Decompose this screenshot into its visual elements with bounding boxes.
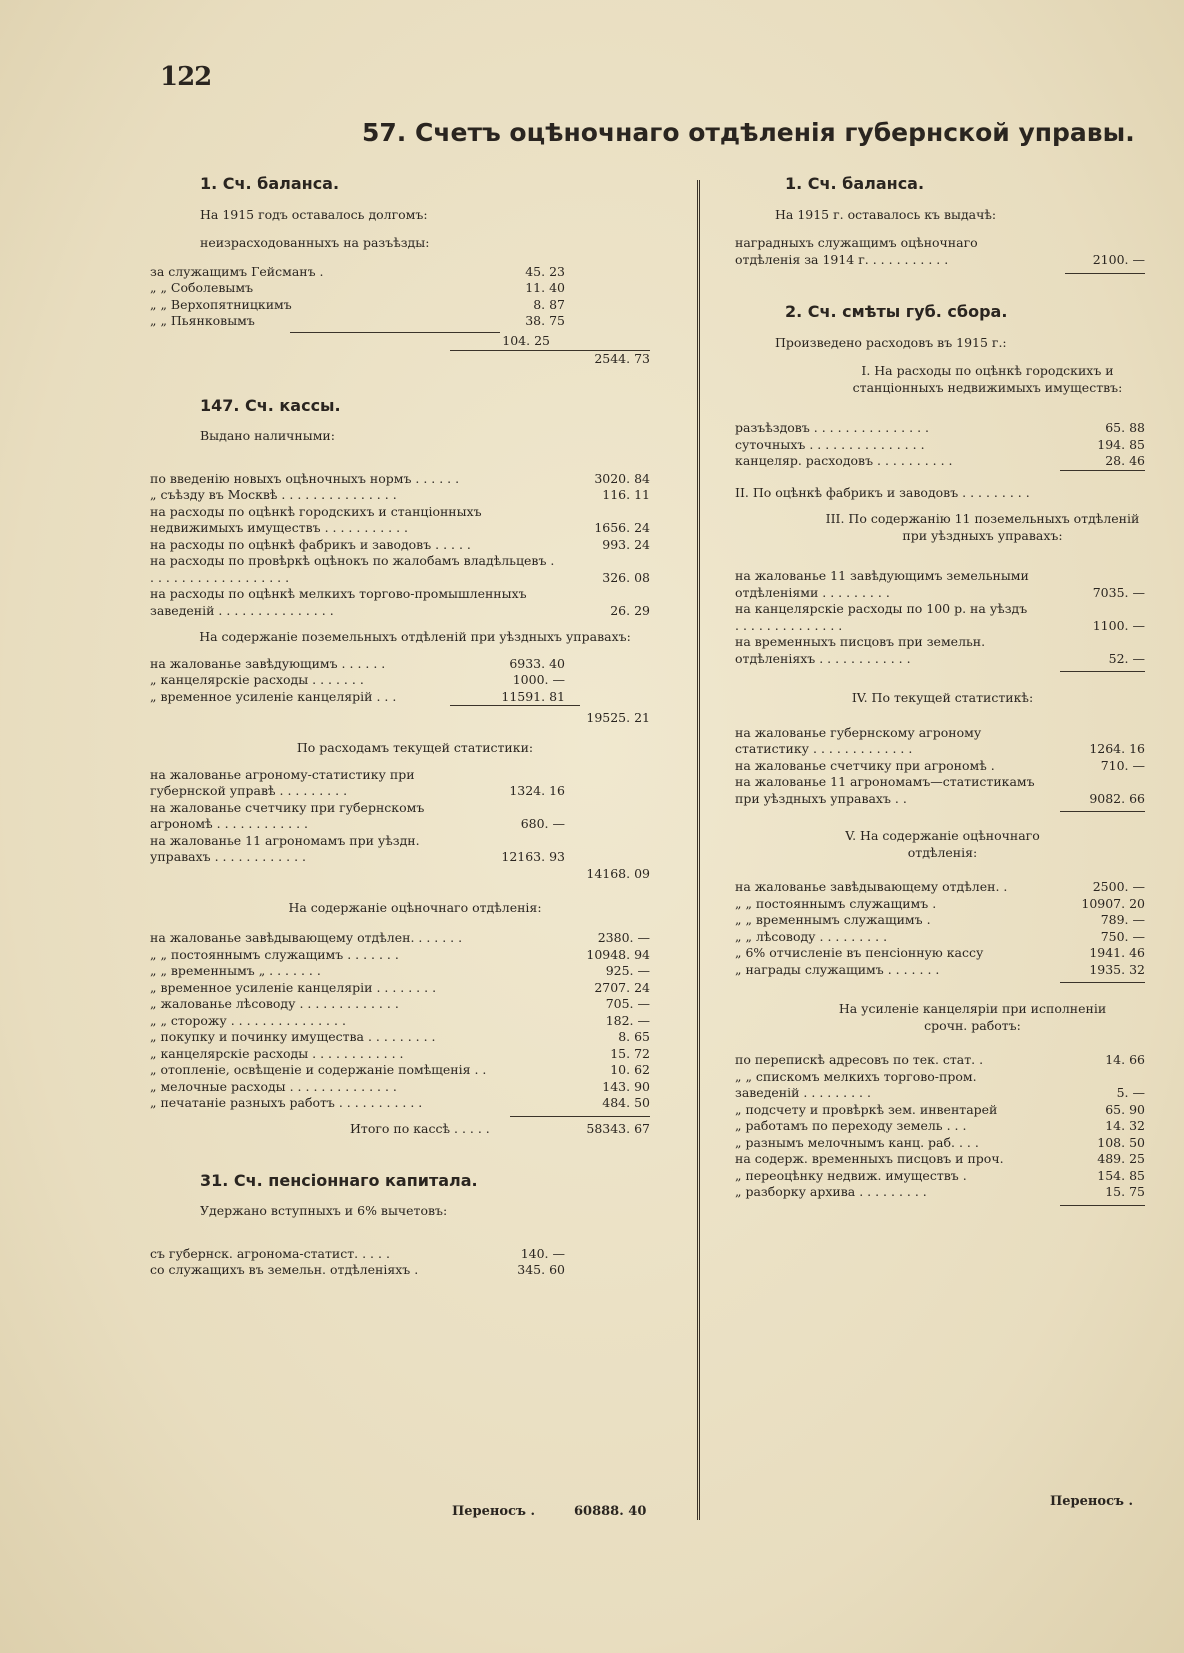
table-row	[150, 979, 650, 997]
row-label: „ канцелярскіе расходы . . . . . . .	[150, 672, 364, 687]
expense-rows-5	[735, 879, 1150, 978]
row-label: „ „ Соболевымъ	[150, 280, 254, 295]
row-label: за служащимъ Гейсманъ .	[150, 263, 324, 279]
row-amount: 182. —	[605, 1012, 650, 1028]
total-row	[150, 351, 680, 368]
expense-rows-3	[735, 568, 1150, 667]
section-heading: 31. Сч. пенсіоннаго капитала.	[200, 1170, 478, 1190]
table-row	[735, 774, 1145, 807]
row-label: „ „ временнымъ „ . . . . . . .	[150, 963, 321, 978]
group-label: По расходамъ текущей статистики:	[296, 740, 534, 755]
row-amount: 7035. —	[1092, 584, 1145, 600]
cash-rows-3	[150, 767, 680, 866]
table-row	[150, 470, 650, 488]
row-amount: 8. 87	[533, 296, 565, 312]
row-label: „ отопленіе, освѣщеніе и содержаніе помѣщенія . .	[150, 1062, 487, 1077]
section-subheading: На 1915 г. оставалось къ выдачѣ:	[775, 206, 997, 222]
row-label: на расходы по оцѣнкѣ городскихъ и станціонныхъ недвижимыхъ имуществъ . . . . . . . . . . .	[150, 503, 482, 535]
group-label: IV. По текущей статистикѣ:	[851, 690, 1034, 705]
row-label: на жалованье завѣдывающему отдѣлен. .	[735, 879, 1008, 894]
row-amount: 9082. 66	[1089, 790, 1145, 806]
column-divider	[697, 180, 700, 1520]
row-amount: 750. —	[1100, 928, 1145, 944]
row-label: „ „ сторожу . . . . . . . . . . . . . . .	[150, 1012, 346, 1028]
cash-rows-4	[150, 930, 680, 1112]
expense-rows-1	[735, 420, 1150, 470]
row-amount: 1935. 32	[1089, 961, 1145, 977]
group-label-row	[735, 485, 1150, 502]
table-row	[150, 296, 565, 314]
table-row	[150, 1245, 565, 1263]
divider	[1060, 811, 1145, 812]
table-row	[735, 1151, 1145, 1168]
table-row	[150, 766, 565, 800]
row-label: „ мелочные расходы . . . . . . . . . . . . . .	[150, 1078, 397, 1094]
table-row	[735, 961, 1145, 979]
row-amount: 789. —	[1100, 912, 1145, 927]
table-row	[735, 895, 1145, 913]
subtotal-row	[150, 333, 680, 350]
table-row	[735, 912, 1145, 929]
section-heading: 1. Сч. баланса.	[200, 174, 340, 193]
table-row	[150, 1262, 565, 1279]
total-amount: 14168. 09	[586, 865, 650, 881]
row-label: по введенію новыхъ оцѣночныхъ нормъ . . . . . .	[150, 470, 460, 486]
row-amount: 10948. 94	[586, 946, 650, 962]
row-label: „ 6% отчисленіе въ пенсіонную кассу	[735, 945, 984, 960]
table-row	[735, 1068, 1145, 1102]
row-label: на жалованье завѣдывающему отдѣлен. . . . . . .	[150, 930, 463, 945]
row-amount: 1264. 16	[1089, 741, 1145, 756]
subtotal-amount: 104. 25	[502, 332, 550, 348]
row-label: „ „ Пьянковымъ	[150, 313, 255, 328]
divider	[1060, 470, 1145, 471]
table-row	[735, 1118, 1145, 1135]
row-label: на жалованье счетчику при агрономѣ .	[735, 757, 995, 773]
balance-rows	[150, 264, 680, 330]
row-label: „ „ спискомъ мелкихъ торгово-пром. заведеній . . . . . . . . .	[735, 1068, 977, 1100]
row-label: „ печатаніе разныхъ работъ . . . . . . . . . . .	[150, 1095, 423, 1110]
table-row	[150, 946, 650, 964]
table-row	[150, 586, 650, 619]
group-label: II. По оцѣнкѣ фабрикъ и заводовъ . . . . . . . . .	[735, 484, 1030, 500]
right-column	[735, 170, 1150, 1206]
row-amount: 8. 65	[618, 1029, 650, 1044]
row-amount: 326. 08	[602, 569, 650, 585]
footer-label: Переносъ .	[1050, 1494, 1134, 1509]
row-label: наградныхъ служащимъ оцѣночнаго отдѣленія за 1914 г. . . . . . . . . . .	[735, 235, 978, 267]
footer-amount: 60888. 40	[574, 1504, 647, 1519]
group-label: III. По содержанію 11 поземельныхъ отдѣленій при уѣздныхъ управахъ:	[825, 511, 1140, 543]
table-row	[735, 436, 1145, 454]
group-label: На содержаніе поземельныхъ отдѣленій при уѣздныхъ управахъ:	[199, 629, 631, 644]
table-row	[150, 930, 650, 947]
row-label: „ подсчету и провѣркѣ зем. инвентарей	[735, 1101, 998, 1117]
section-subheading: Произведено расходовъ въ 1915 г.:	[775, 334, 1007, 350]
divider	[1060, 671, 1145, 672]
row-label: канцеляр. расходовъ . . . . . . . . . .	[735, 453, 953, 468]
table-row	[735, 568, 1145, 601]
table-row	[735, 420, 1145, 437]
row-amount: 45. 23	[525, 263, 565, 279]
table-row	[735, 945, 1145, 962]
row-amount: 10907. 20	[1081, 895, 1145, 911]
row-label: „ „ временнымъ служащимъ .	[735, 912, 931, 927]
table-row	[150, 1062, 650, 1079]
table-row	[150, 1029, 650, 1046]
table-row	[735, 724, 1145, 758]
row-label: по перепискѣ адресовъ по тек. стат. .	[735, 1052, 984, 1067]
expense-rows-4	[735, 725, 1150, 808]
row-amount: 15. 72	[610, 1045, 650, 1061]
row-amount: 2500. —	[1092, 879, 1145, 894]
row-label: на жалованье агроному-статистику при губернской управѣ . . . . . . . . .	[150, 766, 415, 798]
row-amount: 2100. —	[1092, 252, 1145, 267]
table-row	[150, 799, 565, 833]
row-amount: 1324. 16	[509, 783, 565, 798]
row-label: на жалованье 11 агрономамъ—статистикамъ при уѣздныхъ управахъ . .	[735, 774, 1035, 806]
row-label: суточныхъ . . . . . . . . . . . . . . .	[735, 436, 925, 452]
table-row	[735, 1134, 1145, 1152]
pension-rows	[150, 1246, 680, 1279]
section-subheading: Удержано вступныхъ и 6% вычетовъ:	[200, 1203, 448, 1218]
row-amount: 14. 32	[1105, 1118, 1145, 1133]
row-amount: 65. 90	[1105, 1101, 1145, 1117]
row-amount: 1100. —	[1092, 617, 1145, 633]
row-amount: 11. 40	[525, 280, 565, 295]
row-label: „ „ постояннымъ служащимъ . . . . . . .	[150, 946, 399, 962]
table-row	[150, 487, 650, 504]
row-amount: 28. 46	[1105, 453, 1145, 468]
row-amount: 108. 50	[1097, 1134, 1145, 1150]
table-row	[150, 313, 565, 330]
row-label: „ съѣзду въ Москвѣ . . . . . . . . . . . . . . .	[150, 487, 397, 502]
table-row	[150, 1078, 650, 1096]
row-amount: 925. —	[605, 963, 650, 978]
section-heading: 147. Сч. кассы.	[200, 395, 341, 415]
row-label: съ губернск. агронома-статист. . . . .	[150, 1245, 390, 1261]
row-label: на расходы по провѣркѣ оцѣнокъ по жалобамъ владѣльцевъ . . . . . . . . . . . . . . . . . . .	[150, 553, 555, 585]
itogo-amount: 58343. 67	[586, 1120, 650, 1136]
table-row	[735, 1101, 1145, 1119]
row-label: „ награды служащимъ . . . . . . .	[735, 961, 940, 977]
footer-label: Переносъ .	[452, 1504, 536, 1519]
table-row	[735, 1184, 1145, 1201]
table-row	[150, 963, 650, 980]
table-row	[735, 928, 1145, 946]
row-amount: 10. 62	[610, 1062, 650, 1077]
row-amount: 484. 50	[602, 1095, 650, 1110]
section-heading: 2. Сч. смѣты губ. сбора.	[785, 302, 1008, 321]
page-title: 57. Счетъ оцѣночнаго отдѣленія губернской управы.	[362, 118, 1135, 147]
row-amount: 6933. 40	[509, 655, 565, 671]
row-amount: 489. 25	[1097, 1151, 1145, 1166]
itogo-label: Итого по кассѣ . . . . .	[350, 1120, 490, 1136]
row-amount: 2707. 24	[594, 979, 650, 995]
row-amount: 52. —	[1108, 650, 1145, 666]
table-row	[150, 280, 565, 297]
row-label: „ „ постояннымъ служащимъ .	[735, 895, 937, 911]
row-label: „ временное усиленіе канцелярій . . .	[150, 688, 397, 704]
row-amount: 194. 85	[1097, 436, 1145, 452]
cash-rows	[150, 471, 680, 620]
total-amount: 2544. 73	[594, 350, 650, 366]
row-amount: 38. 75	[525, 313, 565, 328]
row-amount: 26. 29	[610, 602, 650, 618]
row-label: „ временное усиленіе канцеляріи . . . . . . . .	[150, 979, 437, 995]
row-label: „ покупку и починку имущества . . . . . . . . .	[150, 1029, 436, 1044]
section-subheading: Выдано наличными:	[200, 428, 335, 443]
table-row	[150, 1012, 650, 1030]
cash-rows-2	[150, 656, 680, 706]
section-heading: 1. Сч. баланса.	[785, 174, 925, 193]
row-amount: 5. —	[1116, 1085, 1145, 1100]
table-row	[150, 536, 650, 554]
page-number: 122	[160, 62, 212, 92]
row-amount: 116. 11	[602, 487, 650, 502]
row-label: „ „ Верхопятницкимъ	[150, 296, 292, 312]
row-label: на расходы по оцѣнкѣ мелкихъ торгово-промышленныхъ заведеній . . . . . . . . . . . . . . .	[150, 586, 527, 618]
row-amount: 1000. —	[512, 672, 565, 687]
row-amount: 710. —	[1100, 757, 1145, 773]
row-amount: 15. 75	[1105, 1184, 1145, 1199]
table-row	[735, 634, 1145, 667]
row-label: на жалованье губернскому агроному статистику . . . . . . . . . . . . .	[735, 724, 982, 756]
row-amount: 14. 66	[1105, 1052, 1145, 1067]
balance-row	[735, 235, 1145, 269]
row-label: на жалованье 11 агрономамъ при уѣздн. управахъ . . . . . . . . . . . .	[150, 832, 420, 864]
table-row	[150, 553, 650, 586]
table-row	[150, 263, 565, 281]
row-amount: 3020. 84	[594, 470, 650, 486]
row-amount: 1941. 46	[1089, 945, 1145, 960]
row-amount: 154. 85	[1097, 1167, 1145, 1183]
total-amount: 19525. 21	[586, 710, 650, 725]
row-amount: 143. 90	[602, 1078, 650, 1094]
row-label: „ переоцѣнку недвиж. имуществъ .	[735, 1167, 967, 1183]
left-column	[150, 170, 680, 1279]
row-label: „ канцелярскіе расходы . . . . . . . . . . . .	[150, 1045, 404, 1061]
row-label: „ жалованье лѣсоводу . . . . . . . . . . . . .	[150, 996, 399, 1011]
row-label: на жалованье завѣдующимъ . . . . . .	[150, 655, 386, 671]
expense-rows-6	[735, 1052, 1150, 1201]
divider	[1065, 273, 1145, 274]
table-row	[735, 879, 1145, 896]
row-amount: 1656. 24	[594, 520, 650, 535]
total-row	[150, 866, 680, 886]
row-amount: 11591. 81	[501, 688, 565, 704]
table-row	[735, 1052, 1145, 1069]
group-label: V. На содержаніе оцѣночнаго отдѣленія:	[845, 828, 1040, 860]
row-label: разъѣздовъ . . . . . . . . . . . . . . .	[735, 420, 929, 435]
group-label: На усиленіе канцеляріи при исполненіи срочн. работъ:	[838, 1001, 1107, 1033]
row-label: на временныхъ писцовъ при земельн. отдѣленіяхъ . . . . . . . . . . . .	[735, 634, 986, 666]
table-row	[150, 503, 650, 537]
table-row	[150, 832, 565, 866]
row-label: со служащихъ въ земельн. отдѣленіяхъ .	[150, 1262, 419, 1277]
row-amount: 65. 88	[1105, 420, 1145, 435]
divider	[1060, 1205, 1145, 1206]
row-label: на расходы по оцѣнкѣ фабрикъ и заводовъ . . . . .	[150, 536, 471, 552]
table-row	[150, 688, 565, 706]
row-label: „ работамъ по переходу земель . . .	[735, 1118, 967, 1133]
table-row	[150, 1045, 650, 1063]
table-row	[735, 757, 1145, 775]
table-row	[150, 996, 650, 1013]
row-label: на жалованье 11 завѣдующимъ земельными отдѣленіями . . . . . . . . .	[735, 568, 1029, 600]
row-amount: 345. 60	[517, 1262, 565, 1277]
row-amount: 680. —	[520, 816, 565, 831]
table-row	[150, 655, 565, 673]
table-row	[735, 453, 1145, 470]
row-amount: 140. —	[520, 1245, 565, 1261]
row-amount: 2380. —	[597, 930, 650, 945]
row-label: на канцелярскіе расходы по 100 р. на уѣздъ . . . . . . . . . . . . . .	[735, 601, 1028, 633]
row-amount: 993. 24	[602, 536, 650, 552]
table-row	[150, 1095, 650, 1112]
row-label: на содерж. временныхъ писцовъ и проч.	[735, 1151, 1004, 1166]
total-row	[150, 706, 680, 730]
row-label: „ разнымъ мелочнымъ канц. раб. . . .	[735, 1134, 979, 1150]
row-amount: 705. —	[605, 996, 650, 1011]
row-amount: 12163. 93	[501, 849, 565, 864]
row-label: „ разборку архива . . . . . . . . .	[735, 1184, 927, 1199]
group-label: I. На расходы по оцѣнкѣ городскихъ и станціонныхъ недвижимыхъ имуществъ:	[852, 363, 1123, 395]
group-label: На содержаніе оцѣночнаго отдѣленія:	[288, 899, 542, 915]
table-row	[735, 1167, 1145, 1185]
table-row	[735, 601, 1145, 634]
row-label: „ „ лѣсоводу . . . . . . . . .	[735, 928, 888, 944]
table-row	[150, 672, 565, 689]
itogo-row	[150, 1117, 680, 1141]
row-label: на жалованье счетчику при губернскомъ агрономѣ . . . . . . . . . . . .	[150, 799, 425, 831]
section-subheading: На 1915 годъ оставалось долгомъ:	[200, 206, 428, 222]
divider	[1060, 982, 1145, 983]
group-label: неизрасходованныхъ на разъѣзды:	[200, 235, 430, 250]
